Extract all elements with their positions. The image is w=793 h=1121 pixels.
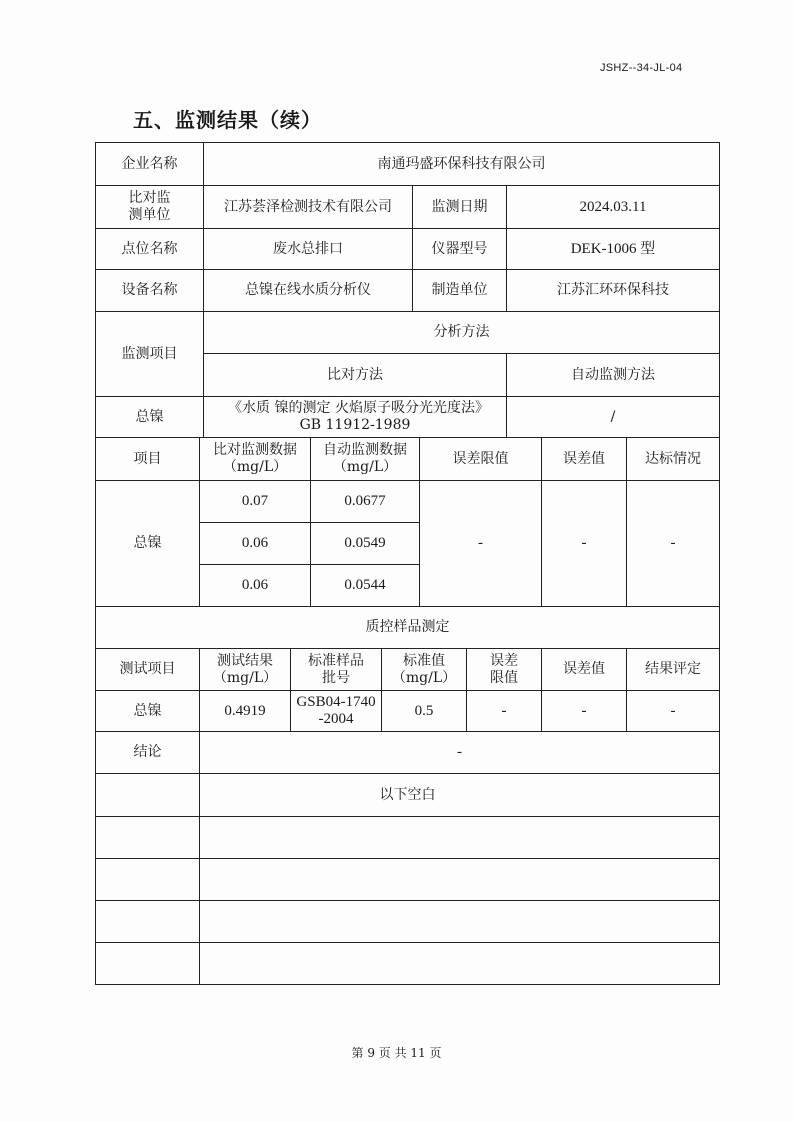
error-limit-header: 误差限值 (452, 450, 509, 467)
error-value: - (581, 535, 587, 551)
point-name-label: 点位名称 (121, 240, 178, 257)
qc-std-value: 0.5 (414, 702, 434, 719)
qc-error-limit: - (501, 702, 507, 719)
result-eval-header: 结果评定 (645, 661, 701, 677)
enterprise-name-label: 企业名称 (121, 155, 178, 172)
comparison-unit-value: 江苏荟泽检测技术有限公司 (224, 198, 392, 215)
qc-evaluation: - (670, 702, 676, 719)
blank-below-note: 以下空白 (379, 786, 436, 803)
auto-value: 0.0549 (344, 535, 386, 551)
table-rule (95, 816, 720, 817)
conclusion-value: - (457, 744, 462, 760)
table-border-bottom (95, 984, 720, 985)
test-item-header: 测试项目 (119, 661, 176, 677)
page-footer: 第 9 页 共 11 页 (351, 1046, 442, 1060)
auto-data-header: 自动监测数据（mg/L） (323, 442, 407, 475)
table-rule (95, 900, 720, 901)
equipment-name-value: 总镍在线水质分析仪 (245, 282, 371, 298)
monitoring-date-value: 2024.03.11 (579, 198, 647, 215)
auto-method-value: / (610, 408, 616, 425)
error-value-header: 误差值 (563, 450, 605, 467)
test-result-header: 测试结果（mg/L） (212, 652, 278, 686)
section-title: 五、监测结果（续） (133, 108, 322, 132)
comparison-value: 0.07 (241, 493, 269, 509)
comparison-unit-label: 比对监测单位 (128, 190, 171, 223)
table-rule (95, 942, 720, 943)
equipment-name-label: 设备名称 (121, 282, 178, 298)
point-name-value: 废水总排口 (273, 240, 343, 257)
qc-error-limit-header: 误差限值 (490, 652, 518, 686)
monitoring-item-label: 监测项目 (121, 345, 178, 362)
comparison-value: 0.06 (241, 577, 269, 593)
qc-batch: GSB04-1740-2004 (296, 694, 376, 727)
table-rule (95, 858, 720, 859)
document-code: JSHZ--34-JL-04 (600, 62, 683, 74)
qc-item: 总镍 (133, 702, 162, 719)
table-border-right (719, 142, 720, 985)
std-value-header: 标准值（mg/L） (391, 652, 457, 686)
manufacturer-label: 制造单位 (431, 282, 488, 298)
instrument-model-value: DEK-1006 型 (570, 240, 656, 257)
comparison-item: 总镍 (133, 535, 162, 551)
qc-error-value-header: 误差值 (563, 661, 605, 677)
auto-value: 0.0677 (344, 493, 386, 509)
error-limit-value: - (478, 535, 483, 551)
instrument-model-label: 仪器型号 (431, 240, 488, 257)
comparison-data-header: 比对监测数据（mg/L） (213, 442, 297, 475)
enterprise-name-value: 南通玛盛环保科技有限公司 (377, 155, 546, 172)
monitoring-date-label: 监测日期 (431, 198, 488, 215)
conclusion-label: 结论 (133, 744, 162, 760)
comparison-method-label: 比对方法 (327, 366, 383, 383)
std-batch-header: 标准样品批号 (308, 652, 364, 686)
auto-value: 0.0544 (344, 577, 386, 593)
comparison-method-value: 《水质 镍的测定 火焰原子吸分光光度法》GB 11912-1989 (228, 400, 482, 433)
analysis-method-label: 分析方法 (433, 324, 490, 340)
manufacturer-value: 江苏汇环环保科技 (557, 282, 669, 298)
auto-method-label: 自动监测方法 (571, 366, 655, 383)
qc-title: 质控样品测定 (365, 619, 450, 635)
compliance-header: 达标情况 (645, 450, 701, 467)
comparison-value: 0.06 (241, 535, 269, 551)
compliance-value: - (670, 535, 676, 551)
method-item: 总镍 (135, 408, 164, 425)
item-header: 项目 (133, 450, 162, 467)
qc-result: 0.4919 (224, 702, 266, 719)
qc-error-value: - (581, 702, 587, 719)
